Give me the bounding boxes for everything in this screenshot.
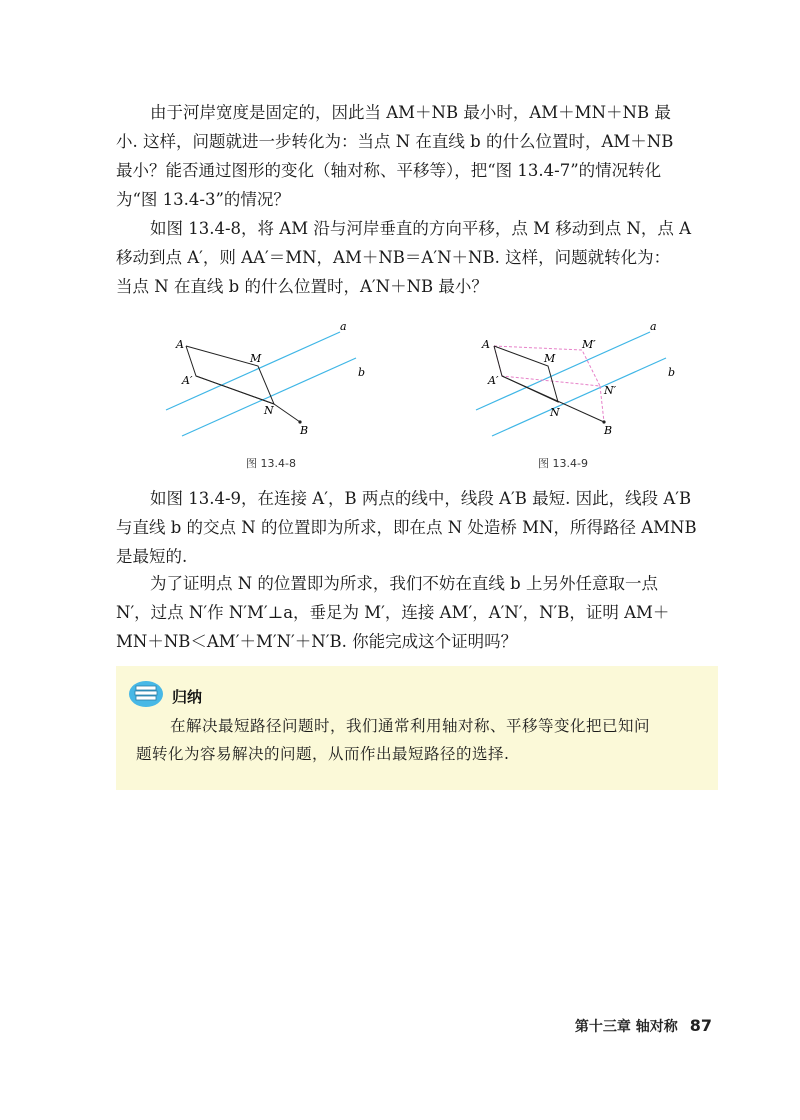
label-b: b bbox=[668, 366, 676, 379]
figure-13-4-8 bbox=[160, 318, 380, 443]
text-line: 如图 13.4-9，在连接 A′，B 两点的线中，线段 A′B 最短. 因此，线段 A′B bbox=[150, 489, 692, 508]
label-N: N bbox=[550, 406, 560, 419]
text-line: 当点 N 在直线 b 的什么位置时，A′N＋NB 最小？ bbox=[116, 277, 488, 296]
segment-ApN bbox=[196, 376, 274, 404]
label-Mp: M′ bbox=[582, 338, 596, 351]
text-line: 小. 这样，问题就进一步转化为：当点 N 在直线 b 的什么位置时，AM＋NB bbox=[116, 132, 674, 151]
river-line-b bbox=[182, 358, 356, 436]
river-line-a bbox=[166, 332, 340, 410]
text-line: 为“图 13.4-3”的情况？ bbox=[116, 190, 290, 209]
label-a: a bbox=[340, 320, 347, 333]
text-line: 是最短的. bbox=[116, 547, 188, 566]
figure-13-4-9 bbox=[470, 318, 690, 443]
text-line: 题转化为容易解决的问题，从而作出最短路径的选择. bbox=[136, 745, 510, 763]
text-line: 如图 13.4-8，将 AM 沿与河岸垂直的方向平移，点 M 移动到点 N，点 A bbox=[150, 219, 692, 238]
text-line: MN＋NB＜AM′＋M′N′＋N′B. 你能完成这个证明吗？ bbox=[116, 632, 518, 651]
figure-caption: 图 13.4-9 bbox=[538, 457, 588, 470]
paragraph-2 bbox=[116, 214, 716, 301]
label-A: A bbox=[482, 338, 490, 351]
label-B: B bbox=[604, 424, 613, 437]
paragraph-3 bbox=[116, 484, 716, 571]
page-footer bbox=[575, 1016, 712, 1036]
label-B: B bbox=[300, 424, 309, 437]
label-N: N bbox=[264, 404, 274, 417]
label-Ap: A′ bbox=[182, 374, 193, 387]
text-line: 在解决最短路径问题时，我们通常利用轴对称、平移等变化把已知问 bbox=[170, 717, 651, 735]
text-line: 与直线 b 的交点 N 的位置即为所求，即在点 N 处造桥 MN，所得路径 AMNB bbox=[116, 518, 697, 537]
label-Ap: A′ bbox=[488, 374, 499, 387]
river-line-b bbox=[492, 358, 666, 436]
paragraph-1 bbox=[116, 98, 716, 214]
summary-title: 归纳 bbox=[172, 688, 203, 706]
label-M: M bbox=[250, 352, 262, 365]
label-Np: N′ bbox=[604, 384, 617, 397]
text-line: 最小？能否通过图形的变化（轴对称、平移等），把“图 13.4-7”的情况转化 bbox=[116, 161, 662, 180]
text-line: 移动到点 A′，则 AA′＝MN，AM＋NB＝A′N＋NB. 这样，问题就转化为： bbox=[116, 248, 671, 267]
label-A: A bbox=[176, 338, 184, 351]
book-stack-icon bbox=[128, 678, 164, 708]
label-b: b bbox=[358, 366, 366, 379]
label-a: a bbox=[650, 320, 657, 333]
text-line: N′，过点 N′作 N′M′⊥a，垂足为 M′，连接 AM′，A′N′，N′B，证明 AM＋ bbox=[116, 603, 670, 622]
page-number: 87 bbox=[689, 1016, 712, 1035]
figure-13-4-9-diagram bbox=[470, 318, 690, 443]
chapter-title: 第十三章 轴对称 bbox=[574, 1019, 678, 1035]
figure-caption: 图 13.4-8 bbox=[246, 457, 296, 470]
text-line: 由于河岸宽度是固定的，因此当 AM＋NB 最小时，AM＋MN＋NB 最 bbox=[150, 103, 671, 122]
segment-NB bbox=[274, 404, 300, 422]
figure-13-4-8-diagram bbox=[160, 318, 380, 443]
river-line-a bbox=[476, 332, 650, 410]
summary-body bbox=[136, 712, 706, 768]
text-line: 为了证明点 N 的位置即为所求，我们不妨在直线 b 上另外任意取一点 bbox=[150, 574, 658, 593]
summary-box bbox=[116, 666, 718, 790]
label-M: M bbox=[544, 352, 556, 365]
paragraph-4 bbox=[116, 569, 716, 656]
